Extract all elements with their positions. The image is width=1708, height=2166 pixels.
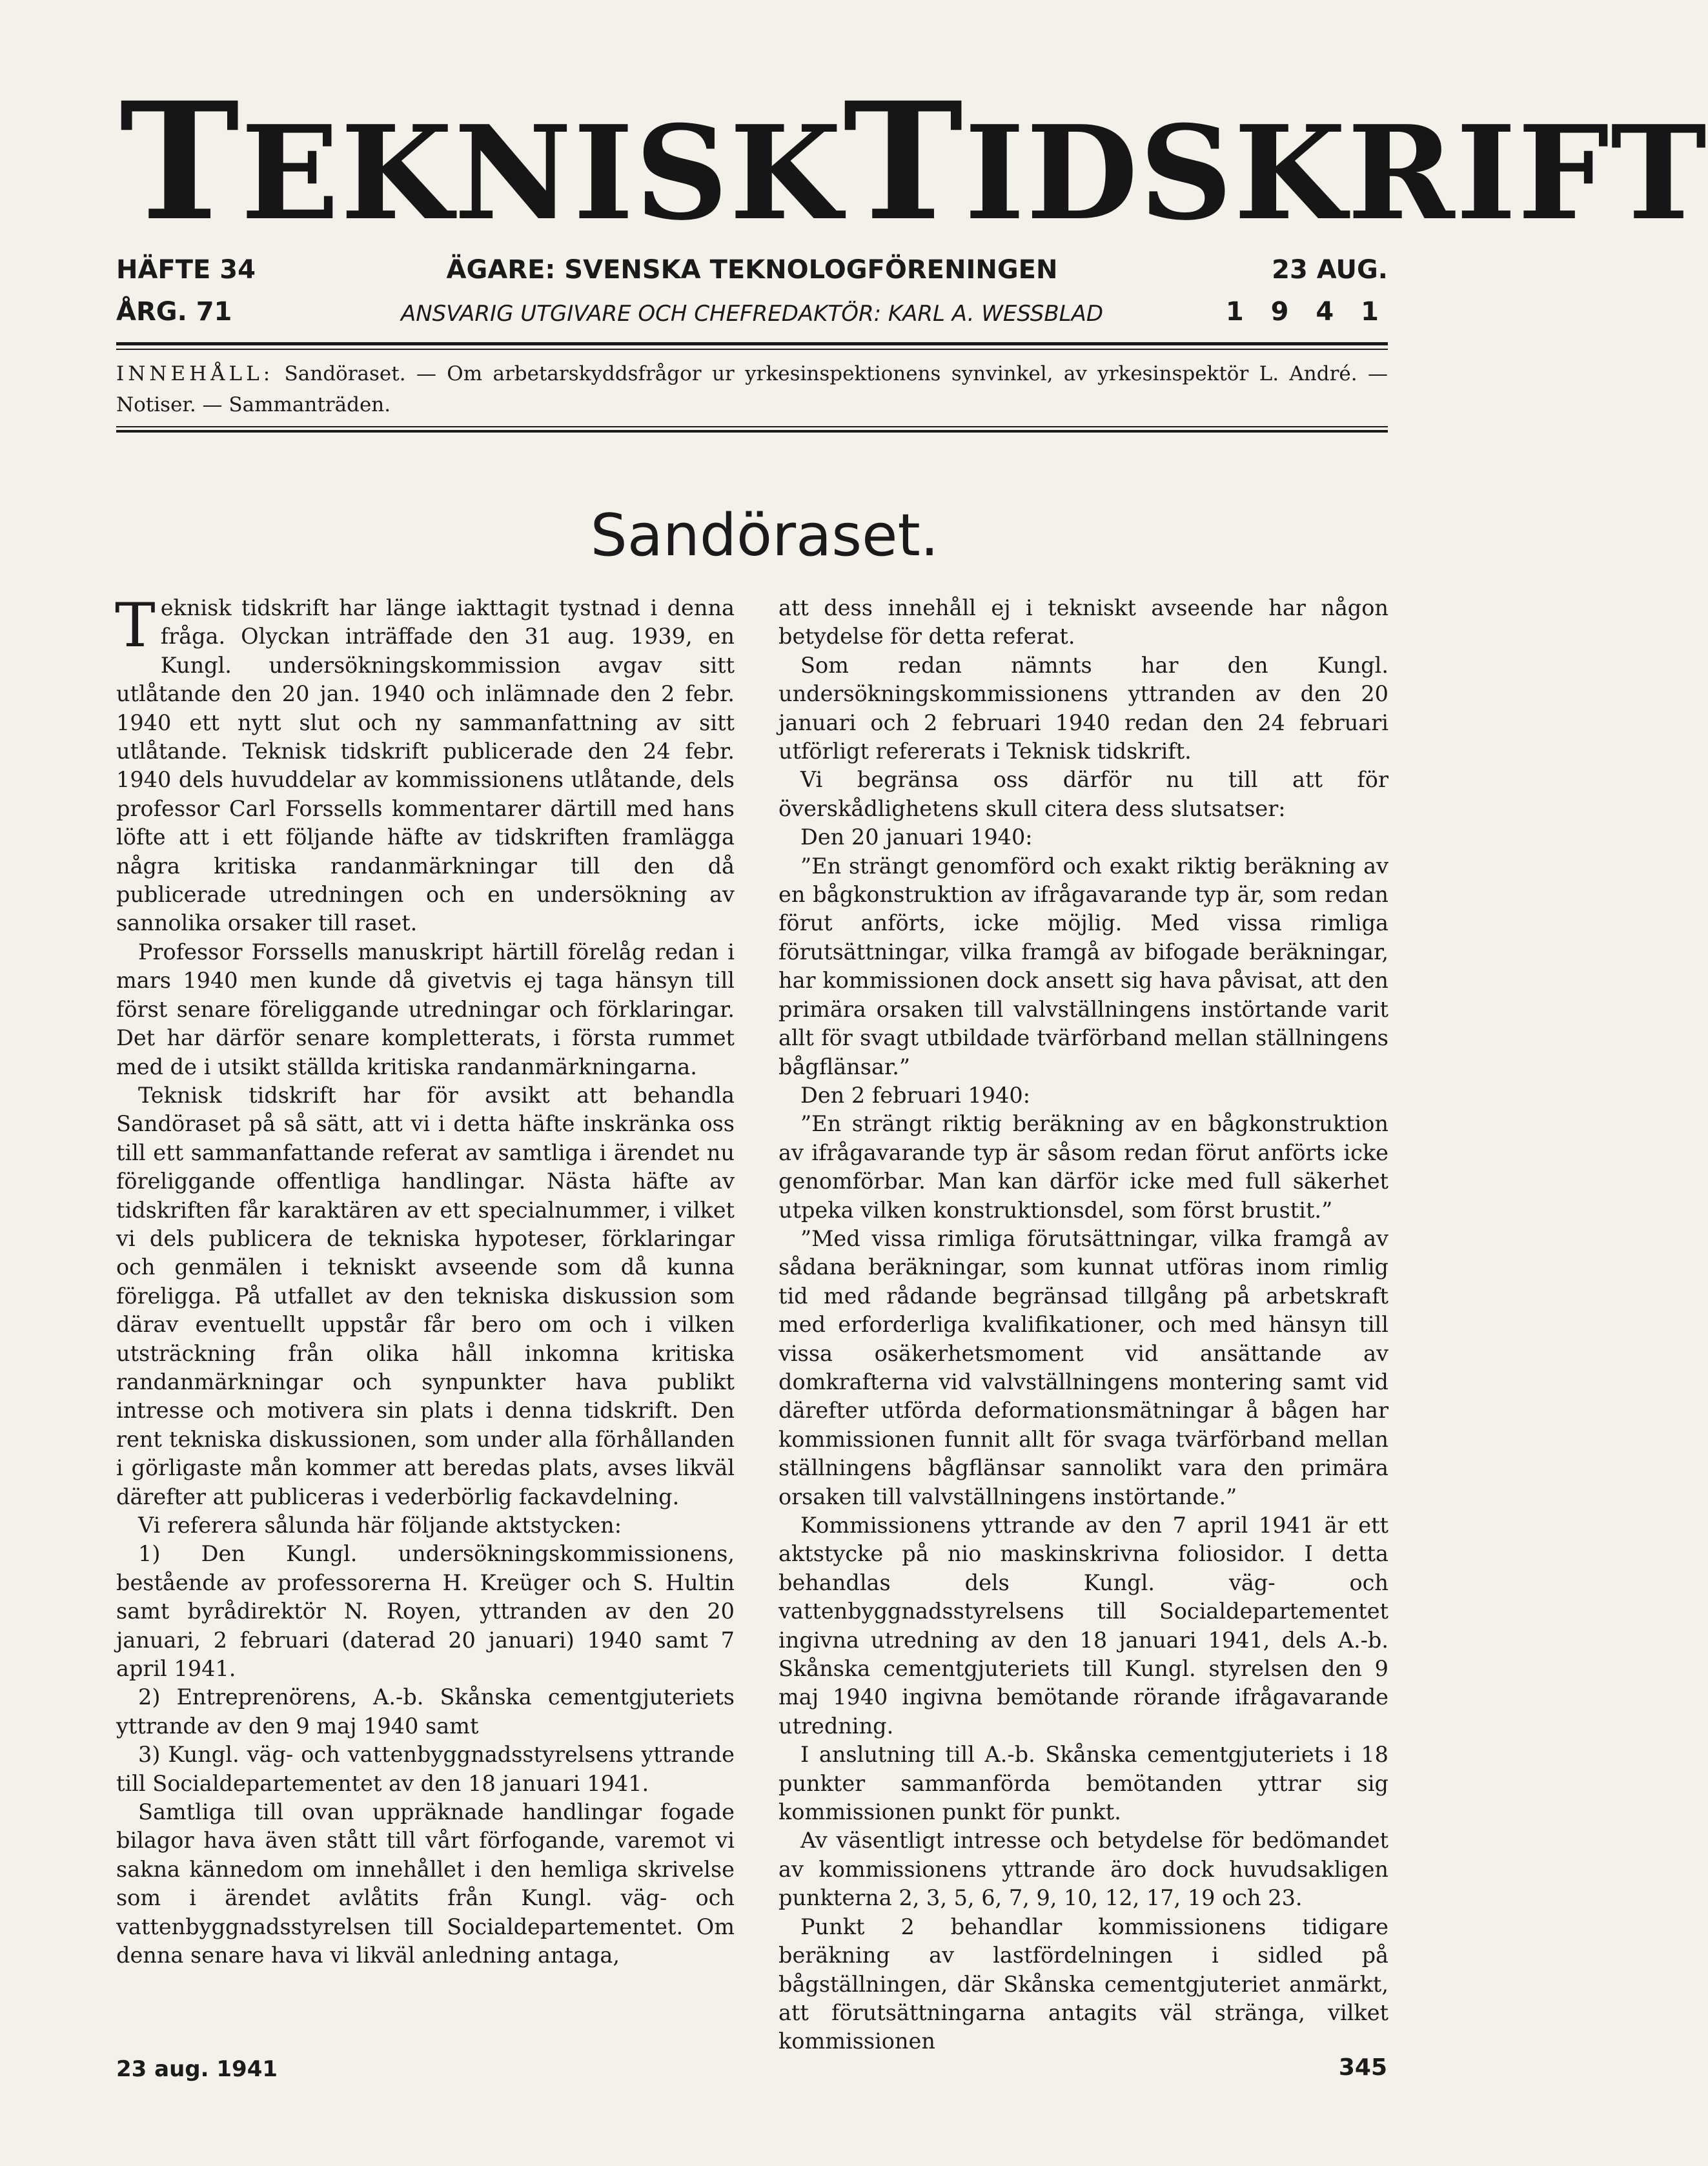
- volume-number: ÅRG. 71: [116, 297, 232, 327]
- article-column-left: [115, 591, 735, 1970]
- paragraph: Den 20 januari 1940:: [800, 824, 1033, 850]
- header-rule-top-thin: [116, 349, 1388, 350]
- paragraph: Den 2 februari 1940:: [800, 1082, 1031, 1108]
- page-number: 345: [1338, 2054, 1387, 2081]
- article-column-right: [778, 594, 1388, 2056]
- paragraph: Professor Forssells manuskript härtill förelåg redan i mars 1940 men kunde då givetvis ej taga hänsyn till först senare föreliggande utredningar och förklaringar. Det har därför senare kompletterats, i första rummet med de i utsikt ställda kritiska randanmärkningarna.: [116, 939, 735, 1079]
- masthead-word-2: IDSKRIFT: [964, 97, 1708, 249]
- masthead-word-1: EKNISK: [241, 97, 843, 249]
- contents-label: INNEHÅLL:: [116, 362, 274, 385]
- paragraph: Punkt 2 behandlar kommissionens tidigare beräkning av lastfördelningen i sidled på bågställningen, där Skånska cementgjuteriet anmärkt, att förutsättningarna antagits väl stränga, vilket kommissionen: [778, 1914, 1388, 2054]
- paragraph: Av väsentligt intresse och betydelse för bedömandet av kommissionens yttrande äro dock huvudsakligen punkterna 2, 3, 5, 6, 7, 9, 10, 12, 17, 19 och 23.: [778, 1828, 1388, 1911]
- masthead: [119, 66, 1708, 256]
- quote-paragraph: ”Med vissa rimliga förutsättningar, vilka framgå av sådana beräkningar, som kunnat utföras inom rimlig tid med rådande begränsad tillgång på arbetskraft med erforderliga kvalifikationer, och med hänsyn till vissa osäkerhetsmoment vid ansättande av domkrafterna vid valvställningens montering samt vid därefter utförda deformationsmätningar å bågen har kommissionen funnit allt för svaga tvärförband mellan ställningens bågflänsar sannolikt vara den primära orsaken till valvställningens instörtande.”: [778, 1225, 1388, 1509]
- paragraph: Teknisk tidskrift har länge iakttagit tystnad i denna fråga. Olyckan inträffade den 31 aug. 1939, en Kungl. undersökningskommission avgav sitt utlåtande den 20 jan. 1940 och inlämnade den 2 febr. 1940 ett nytt slut och ny sammanfattning av sitt utlåtande. Teknisk tidskrift publicerade den 24 febr. 1940 dels huvuddelar av kommissionens utlåtande, dels professor Carl Forssells kommentarer därtill med hans löfte att i ett följande häfte av tidskriften framlägga några kritiska randanmärkningar till den då publicerade utredningen och en undersökning av sannolika orsaker till raset.: [115, 591, 735, 936]
- paragraph: Som redan nämnts har den Kungl. undersökningskommissionens yttranden av den 20 januari och 2 februari 1940 redan den 24 februari utförligt refererats i Teknisk tidskrift.: [778, 652, 1388, 764]
- paragraph: Kommissionens yttrande av den 7 april 1941 är ett aktstycke på nio maskinskrivna foliosidor. I detta behandlas dels Kungl. väg- och vattenbyggnadsstyrelsens till Socialdepartementet ingivna utredning av den 18 januari 1941, dels A.-b. Skånska cementgjuteriets till Kungl. styrelsen den 9 maj 1940 ingivna bemötande rörande ifrågavarande utredning.: [778, 1513, 1388, 1739]
- paragraph: Samtliga till ovan uppräknade handlingar fogade bilagor hava även stått till vårt förfogande, varemot vi sakna kännedom om innehållet i den hemliga skrivelse som i ärendet avlåtits från Kungl. väg- och vattenbyggnadsstyrelsen till Socialdepartementet. Om denna senare hava vi likväl anledning antaga,: [116, 1799, 735, 1968]
- contents-rule-bottom-thick: [116, 430, 1388, 433]
- paragraph: 1) Den Kungl. undersökningskommissionens, bestående av professorerna H. Kreüger och S. Hultin samt byrådirektör N. Royen, yttranden av den 20 januari, 2 februari (daterad 20 januari) 1940 samt 7 april 1941.: [116, 1541, 735, 1682]
- table-of-contents: [116, 358, 1388, 420]
- issue-date: 23 AUG.: [1272, 255, 1388, 285]
- article-title: Sandöraset.: [590, 502, 939, 569]
- paragraph: Vi referera sålunda här följande aktstycken:: [138, 1513, 622, 1538]
- editor-line: ANSVARIG UTGIVARE OCH CHEFREDAKTÖR: KARL A. WESSBLAD: [400, 301, 1104, 327]
- footer-date: 23 aug. 1941: [116, 2056, 278, 2082]
- contents-rule-bottom: [116, 426, 1388, 427]
- paragraph: I anslutning till A.-b. Skånska cementgjuteriets i 18 punkter sammanförda bemötanden yttrar sig kommissionen punkt för punkt.: [778, 1742, 1388, 1825]
- paragraph: Teknisk tidskrift har för avsikt att behandla Sandöraset på så sätt, att vi i detta häfte inskränka oss till ett sammanfattande referat av samtliga i ärendet nu föreliggande offentliga handlingar. Nästa häfte av tidskriften får karaktären av ett specialnummer, i vilket vi dels publicera de tekniska hypoteser, förklaringar och genmälen i tekniskt avseende som då kunna föreligga. På utfallet av den tekniska diskussion som därav eventuellt uppstår får bero om och i vilken utsträckning från olika håll inkomna kritiska randanmärkningar och synpunkter hava publikt intresse och motivera sin plats i denna tidskrift. Den rent tekniska diskussionen, som under alla förhållanden i görligaste mån kommer att beredas plats, avses likväl därefter att publiceras i vederbörlig fackavdelning.: [116, 1082, 735, 1509]
- quote-paragraph: ”En strängt genomförd och exakt riktig beräkning av en bågkonstruktion av ifrågavarande typ är, som redan förut anförts, icke möjlig. Med vissa rimliga förutsättningar, vilka framgå av bifogade beräkningar, har kommissionen dock ansett sig hava påvisat, att den primära orsaken till valvställningens instörtande varit allt för svagt utbildade tvärförband mellan ställningens bågflänsar.”: [778, 853, 1388, 1079]
- issue-year: 1 9 4 1: [1225, 297, 1388, 327]
- paragraph: 3) Kungl. väg- och vattenbyggnadsstyrelsens yttrande till Socialdepartementet av den 18 januari 1941.: [116, 1742, 735, 1796]
- drop-cap: T: [115, 591, 156, 661]
- contents-text: Sandöraset. — Om arbetarskyddsfrågor ur yrkesinspektionens synvinkel, av yrkesinspektör L. André. — Notiser. — Sammanträden.: [116, 362, 1388, 416]
- paragraph: att dess innehåll ej i tekniskt avseende har någon betydelse för detta referat.: [778, 595, 1388, 649]
- owner-line: ÄGARE: SVENSKA TEKNOLOGFÖRENINGEN: [446, 255, 1058, 285]
- masthead-initial-2: T: [842, 66, 964, 256]
- paragraph: 2) Entreprenörens, A.-b. Skånska cementgjuteriets yttrande av den 9 maj 1940 samt: [116, 1684, 735, 1739]
- quote-paragraph: ”En strängt riktig beräkning av en bågkonstruktion av ifrågavarande typ är såsom redan förut anförts icke genomförbar. Man kan därför icke med full säkerhet utpeka vilken konstruktionsdel, som först brustit.”: [778, 1111, 1388, 1223]
- issue-number: HÄFTE 34: [116, 255, 256, 285]
- header-rule-top: [116, 342, 1388, 345]
- masthead-initial-1: T: [119, 66, 241, 256]
- paragraph: Vi begränsa oss därför nu till att för överskådlighetens skull citera dess slutsatser:: [778, 767, 1388, 821]
